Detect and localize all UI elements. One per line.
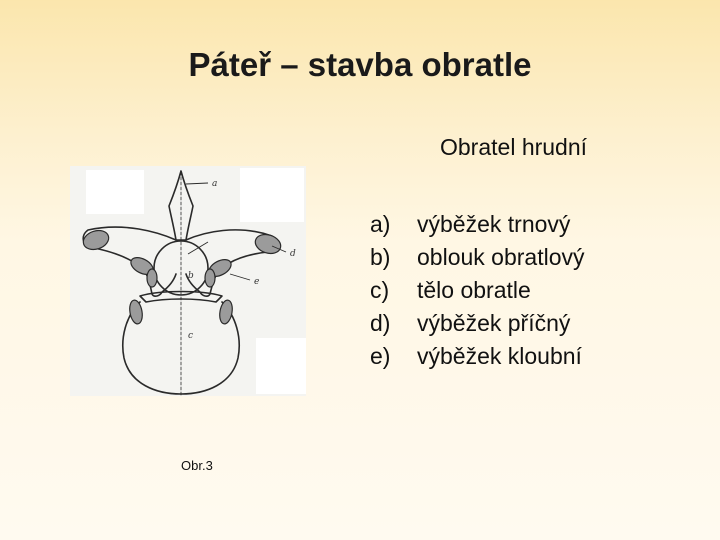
slide-title: Páteř – stavba obratle: [188, 46, 532, 83]
list-item-text: výběžek příčný: [417, 310, 571, 336]
vertebra-figure: [70, 166, 306, 396]
costal-facet-right: [218, 299, 234, 325]
pedicle-left: [147, 269, 157, 287]
list-item-text: oblouk obratlový: [417, 244, 585, 270]
list-item: [370, 340, 585, 373]
list-item-text: výběžek trnový: [417, 211, 571, 237]
costal-facet-left: [128, 299, 144, 325]
list-item: [370, 208, 585, 241]
figure-label-a: a: [212, 179, 218, 189]
list-item-text: výběžek kloubní: [417, 343, 582, 369]
list-item-letter: a): [370, 211, 391, 237]
pedicle-right: [205, 269, 215, 287]
figure-label-c: c: [188, 331, 194, 341]
figure-label-b: b: [188, 271, 194, 281]
vertebra-drawing: [70, 166, 306, 396]
articular-facets: [81, 227, 283, 324]
parts-list: [370, 208, 585, 373]
slide-subtitle: Obratel hrudní: [440, 134, 588, 160]
list-item-letter: e): [370, 343, 391, 369]
figure-label-d: d: [290, 249, 296, 259]
leader-lines: [186, 183, 286, 280]
list-item-letter: b): [370, 244, 391, 270]
list-item: [370, 241, 585, 274]
list-item: [370, 307, 585, 340]
list-item: [370, 274, 585, 307]
list-item-letter: c): [370, 277, 390, 303]
list-item-text: tělo obratle: [417, 277, 531, 303]
figure-caption: Obr.3: [181, 458, 213, 473]
transverse-facet-left: [81, 227, 111, 252]
list-item-letter: d): [370, 310, 391, 336]
figure-label-e: e: [254, 277, 260, 287]
